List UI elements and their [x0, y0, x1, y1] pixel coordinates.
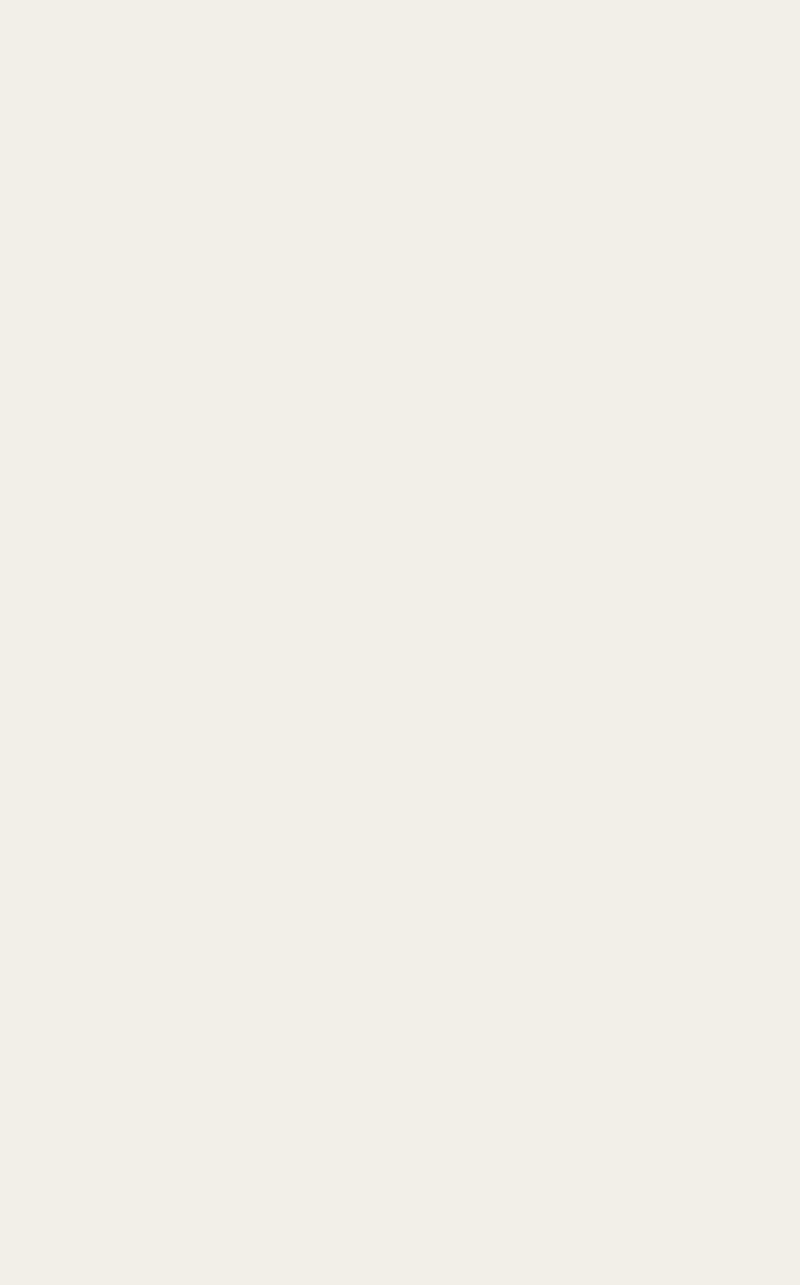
running-head	[26, 20, 774, 46]
